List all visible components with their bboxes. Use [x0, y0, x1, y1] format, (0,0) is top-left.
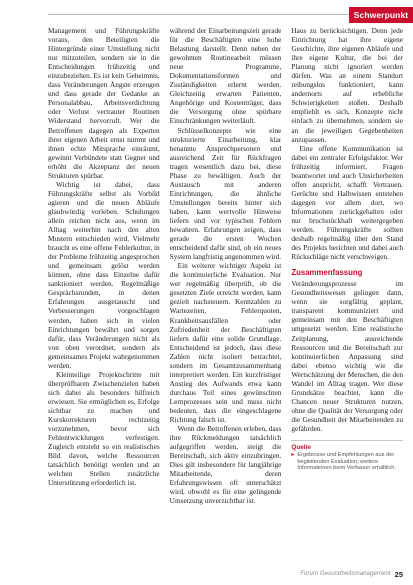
text-column-3 [291, 26, 403, 571]
text-column-2 [170, 26, 282, 571]
references-title: Quelle [291, 444, 311, 452]
body-paragraph: Haus zu berücksichtigen. Denn jede Einrichtung hat ihre eigene Geschichte, ihre eigenen Abläufe und ihre eigene Kultur, die bei der Planung nicht ignoriert werden dürfen. Was an einem Standort reibungslos funktioniert, kann andernorts auf erhebliche Schwierigkeiten stoßen. Deshalb empfiehlt es sich, Konzepte nicht einfach zu übernehmen, sondern sie an die jeweiligen Gegebenheiten anzupassen. [291, 26, 404, 144]
body-paragraph: Wenn die Betroffenen erleben, dass ihre Rückmeldungen tatsächlich aufgegriffen werden, steigt die Bereitschaft, sich aktiv einzubringen. Dies gilt insbesondere für langjährige Mitarbeitende, deren Erfahrungswissen oft unterschätzt wird, obwohl es für eine gelingende Umsetzung unverzichtbar ist. [169, 424, 282, 506]
section-label: Schwerpunkt [349, 7, 413, 23]
text-column-1 [48, 26, 160, 571]
body-paragraph: Kleinteilige Projektschritte mit überprüfbaren Zwischenzielen haben sich dabei als besonders hilfreich erwiesen. Sie ermöglichen es, Erfolge sichtbar zu machen und Kurskorrekturen rechtzeitig vorzunehmen, bevor sich Fehlentwicklungen verfestigen. Zugleich entsteht so ein realistisches Bild davon, welche Ressourcen tatsächlich benötigt werden und an welchen Stellen zusätzliche Unterstützung erforderlich ist. [48, 369, 160, 488]
references-box [291, 440, 403, 472]
page-footer [300, 569, 403, 579]
body-paragraph: Ein weiterer wichtiger Aspekt ist die kontinuierliche Evaluation. Nur wer regelmäßig überprüft, ob die gesetzten Ziele erreicht werden, kann gezielt nachsteuern. Kennzahlen zu Wartezeiten, Fehlerquoten, Krankheitsausfällen oder Zufriedenheit der Beschäftigten liefern dafür eine solide Grundlage. Entscheidend ist jedoch, dass diese Zahlen nicht isoliert betrachtet, sondern im Gesamtzusammenhang interpretiert werden. Ein kurzfristiger Anstieg des Aufwands etwa kann durchaus Teil eines gewünschten Lernprozesses sein und muss nicht bedeuten, dass die eingeschlagene Richtung falsch ist. [169, 261, 282, 425]
body-paragraph: Wichtig ist dabei, dass Führungskräfte selbst als Vorbild agieren und die neuen Abläufe glaubwürdig vorleben. Schulungen allein reichen nicht aus, wenn im Alltag weiterhin nach den alten Mustern entschieden wird. Vielmehr braucht es eine offene Fehlerkultur, in der Probleme frühzeitig angesprochen und gemeinsam gelöst werden können, ohne dass Einzelne dafür sanktioniert werden. Regelmäßige Gesprächsrunden, in denen Erfahrungen ausgetauscht und Verbesserungen vorgeschlagen werden, haben sich in vielen Einrichtungen bewährt und sorgen dafür, dass Veränderungen nicht als von oben verordnet, sondern als gemeinsames Projekt wahrgenommen werden. [48, 179, 160, 370]
body-paragraph: während der Einarbeitungszeit gerade für die Beschäftigten eine hohe Belastung darstellt. Denn neben der gewohnten Routinearbeit müssen neue Programme, Dokumentationsformen und Zuständigkeiten erlernt werden. Gleichzeitig erwarten Patienten, Angehörige und Kostenträger, dass die Versorgung ohne spürbare Einschränkungen weiterläuft. [169, 26, 282, 126]
reference-item [291, 452, 403, 472]
header-rule [48, 14, 360, 15]
body-paragraph: Eine offene Kommunikation ist dabei ein zentraler Erfolgsfaktor. Wer frühzeitig informiert, Fragen beantwortet und auch Unsicherheiten offen anspricht, schafft Vertrauen. Gerüchte und Halbwissen entstehen dagegen vor allem dort, wo Informationen zurückgehalten oder nur bruchstückhaft weitergegeben werden. Führungskräfte sollten deshalb regelmäßig über den Stand des Projekts berichten und dabei auch Rückschläge nicht verschweigen. [291, 143, 404, 262]
section-subheading: Zusammenfassung [291, 268, 363, 278]
article-body [48, 26, 403, 571]
reference-text: Ergebnisse und Empfehlungen aus der begleitenden Evaluation; weitere Informationen beim Verfasser erhältlich. [297, 452, 396, 472]
page-number: 25 [394, 569, 403, 579]
body-paragraph: Veränderungsprozesse im Gesundheitswesen gelingen dann, wenn sie sorgfältig geplant, transparent kommuniziert und gemeinsam mit den Beschäftigten umgesetzt werden. Eine realistische Zeitplanung, ausreichende Ressourcen und die Bereitschaft zur kontinuierlichen Anpassung sind dabei ebenso wichtig wie die Wertschätzung der Menschen, die den Wandel im Alltag tragen. Wer diese Grundsätze beachtet, kann die Chancen neuer Strukturen nutzen, ohne die Qualität der Versorgung oder die Gesundheit der Mitarbeitenden zu gefährden. [291, 279, 404, 433]
body-paragraph: Management und Führungskräfte voraus, den Beteiligten die Hintergründe einer Umstellung nicht nur mitzuteilen, sondern sie in die Entscheidungen frühzeitig und einzubeziehen. Es ist kein Geheimnis, dass Veränderungen Ängste erzeugen und dass gerade der Gedanke an Personalabbau, Arbeitsverdichtung oder Verlust vertrauter Routinen Widerstand hervorruft. Wer die Betroffenen dagegen als Experten ihrer eigenen Arbeit ernst nimmt und ihnen echte Mitsprache einräumt, gewinnt Verbündete statt Gegner und erhöht die Akzeptanz der neuen Strukturen spürbar. [48, 26, 160, 180]
triangle-bullet-icon: ▸ [291, 452, 295, 459]
footer-magazine-name: Forum Gesundheitsmanagement [300, 571, 391, 577]
body-paragraph: Schlüsselkonzepte wie eine strukturierte Einarbeitung, klar benannte Ansprechpersonen und ausreichend Zeit für Rückfragen tragen wesentlich dazu bei, diese Phase zu bewältigen. Auch der Austausch mit anderen Einrichtungen, die ähnliche Umstellungen bereits hinter sich haben, kann wertvolle Hinweise liefern und vor typischen Fehlern bewahren. Erfahrungen zeigen, dass gerade die ersten Wochen entscheidend dafür sind, ob ein neues System langfristig angenommen wird. [169, 125, 282, 262]
